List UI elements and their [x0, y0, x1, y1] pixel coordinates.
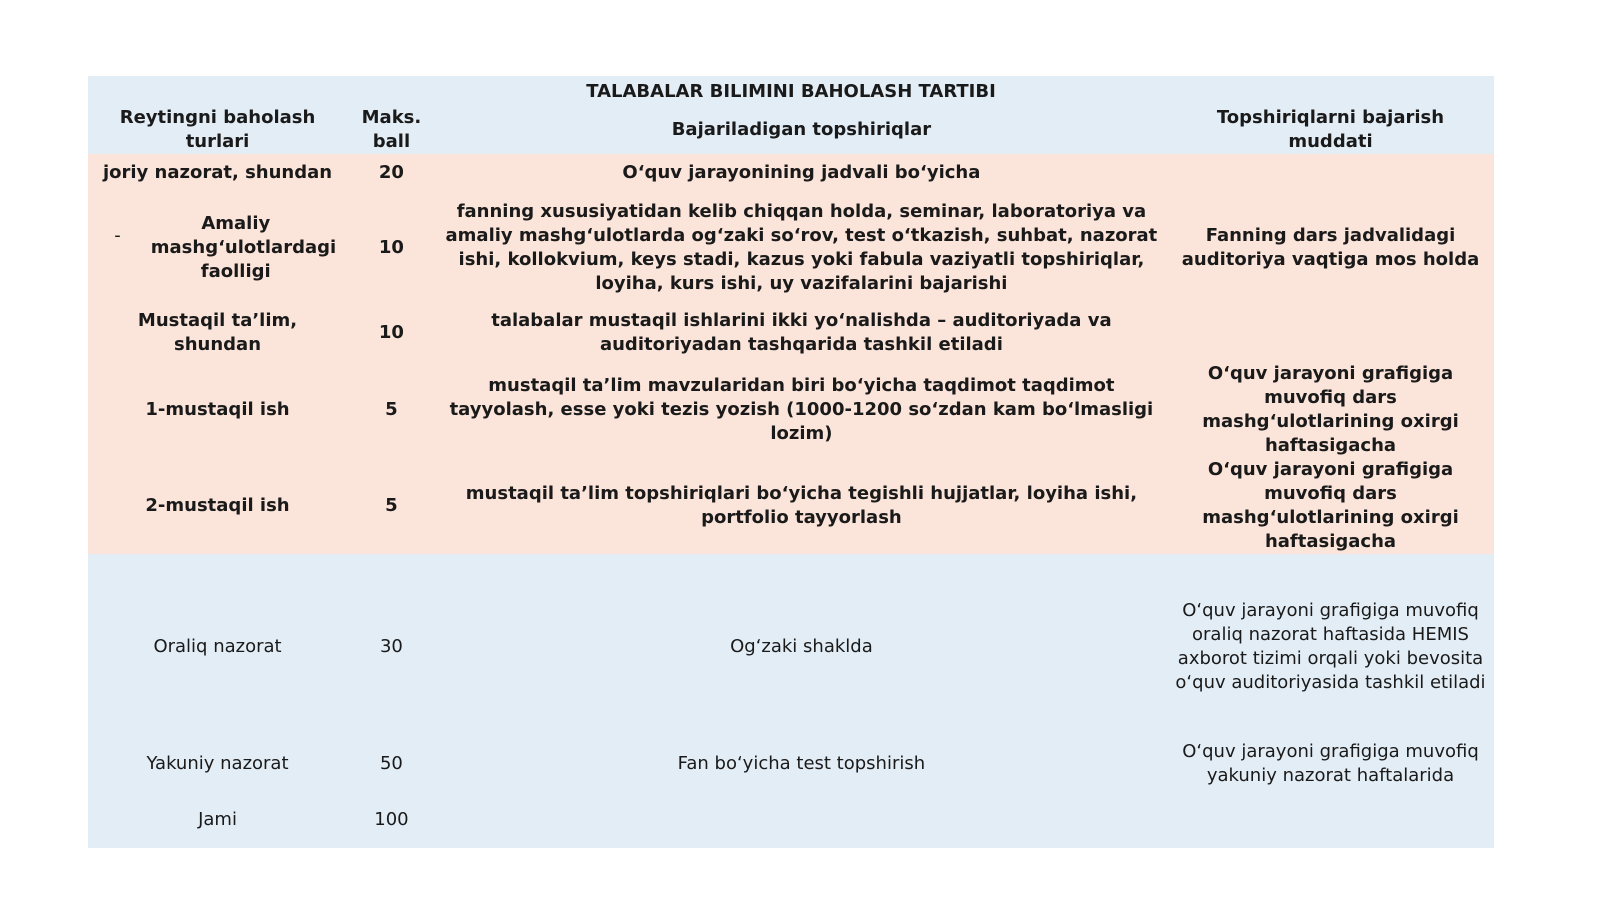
cell-tasks-empty — [436, 800, 1167, 848]
cell-max: 100 — [347, 800, 436, 848]
cell-tasks: mustaqil ta’lim topshiriqlari bo‘yicha tegishli hujjatlar, loyiha ishi, portfolio tayyorlash — [436, 458, 1167, 554]
table-row-oraliq — [88, 554, 1494, 728]
cell-tasks: talabalar mustaqil ishlarini ikki yo‘nalishda – auditoriyada va auditoriyadan tashqarida tashkil etiladi — [436, 304, 1167, 362]
cell-type: Yakuniy nazorat — [88, 728, 347, 800]
cell-tasks: O‘quv jarayonining jadvali bo‘yicha — [436, 154, 1167, 192]
table-title-row — [88, 76, 1494, 106]
table-row-mustaqil — [88, 304, 1494, 362]
table-row-mustaqil-1 — [88, 362, 1494, 458]
cell-tasks: fanning xususiyatidan kelib chiqqan holda, seminar, laboratoriya va amaliy mashg‘ulotlarda og‘zaki so‘rov, test o‘tkazish, suhbat, nazorat ishi, kollokvium, keys stadi, kazus yoki fabula vaziyatli topshiriqlar, loyiha, kurs ishi, uy vazifalarini bajarishi — [436, 192, 1167, 304]
cell-max: 10 — [347, 304, 436, 362]
cell-type — [88, 192, 347, 304]
cell-type: Mustaqil ta’lim, shundan — [88, 304, 347, 362]
header-tasks: Bajariladigan topshiriqlar — [436, 106, 1167, 154]
cell-type: joriy nazorat, shundan — [88, 154, 347, 192]
cell-tasks: Og‘zaki shaklda — [436, 554, 1167, 728]
amaliy-label: Amaliy mashg‘ulotlardagi faolligi — [150, 213, 337, 282]
cell-tasks: Fan bo‘yicha test topshirish — [436, 728, 1167, 800]
table-row-joriy — [88, 154, 1494, 192]
bullet-dash: - — [114, 225, 121, 246]
cell-tasks: mustaqil ta’lim mavzularidan biri bo‘yicha taqdimot taqdimot tayyolash, esse yoki tezis yozish (1000-1200 so‘zdan kam bo‘lmasligi lozim) — [436, 362, 1167, 458]
cell-deadline: O‘quv jarayoni grafigiga muvofiq dars mashg‘ulotlarining oxirgi haftasigacha — [1167, 458, 1494, 554]
cell-type: 1-mustaqil ish — [88, 362, 347, 458]
bullet-item — [94, 212, 341, 284]
cell-deadline: Fanning dars jadvalidagi auditoriya vaqtiga mos holda — [1167, 192, 1494, 304]
table-row-mustaqil-2 — [88, 458, 1494, 554]
header-deadline: Topshiriqlarni bajarish muddati — [1167, 106, 1494, 154]
table-title: TALABALAR BILIMINI BAHOLASH TARTIBI — [88, 76, 1494, 106]
cell-deadline-empty — [1167, 304, 1494, 362]
cell-type: Jami — [88, 800, 347, 848]
cell-max: 10 — [347, 192, 436, 304]
assessment-table — [88, 76, 1494, 848]
table-row-amaliy — [88, 192, 1494, 304]
cell-max: 20 — [347, 154, 436, 192]
cell-deadline-empty — [1167, 154, 1494, 192]
cell-deadline: O‘quv jarayoni grafigiga muvofiq dars mashg‘ulotlarining oxirgi haftasigacha — [1167, 362, 1494, 458]
header-type: Reytingni baholash turlari — [88, 106, 347, 154]
cell-deadline-empty — [1167, 800, 1494, 848]
header-max: Maks. ball — [347, 106, 436, 154]
cell-max: 50 — [347, 728, 436, 800]
cell-max: 5 — [347, 362, 436, 458]
table-row-yakuniy — [88, 728, 1494, 800]
cell-max: 30 — [347, 554, 436, 728]
cell-type: 2-mustaqil ish — [88, 458, 347, 554]
cell-type: Oraliq nazorat — [88, 554, 347, 728]
cell-deadline: O‘quv jarayoni grafigiga muvofiq yakuniy nazorat haftalarida — [1167, 728, 1494, 800]
cell-max: 5 — [347, 458, 436, 554]
table-row-jami — [88, 800, 1494, 848]
cell-deadline: O‘quv jarayoni grafigiga muvofiq oraliq nazorat haftasida HEMIS axborot tizimi orqali yoki bevosita o‘quv auditoriyasida tashkil etiladi — [1167, 554, 1494, 728]
table-header-row — [88, 106, 1494, 154]
